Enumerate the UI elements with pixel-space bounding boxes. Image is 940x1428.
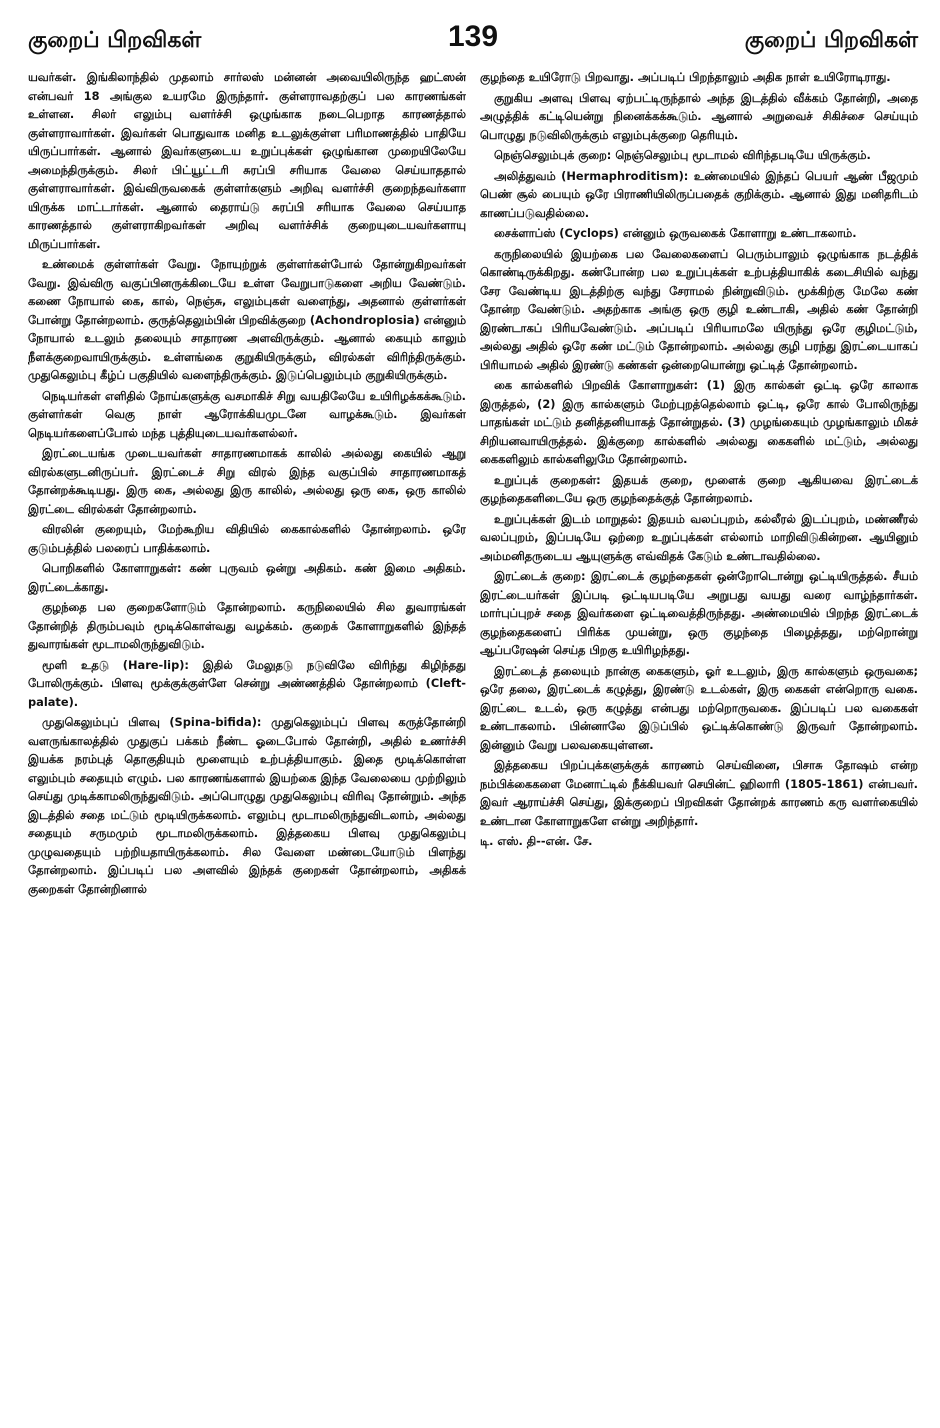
running-title-left: குறைப் பிறவிகள் [28, 28, 202, 53]
left-column [28, 68, 466, 1418]
paragraph: குழந்தை உயிரோடு பிறவாது. அப்படிப் பிறந்தாலும் அதிக நாள் உயிரோடிராது. [480, 70, 891, 84]
paragraph: உண்மைக் குள்ளர்கள் வேறு. நோயுற்றுக் குள்ளர்கள்போல் தோன்றுகிறவர்கள் வேறு. இவ்விரு வகுப்பினருக்கிடையே உள்ள வேறுபாடுகளை அறிய வேண்டும். கணை நோயால் கை, கால், நெஞ்சு, எலும்புகள் வளைந்து, அதனால் குள்ளர்கள் போன்று தோன்றலாம். குருத்தெலும்பின் பிறவிக்குறை (Achondroplosia) என்னும் நோயால் உடலும் தலையும் சாதாரண அளவிருக்கும். ஆனால் கையும் காலும் நீளக்குறைவாயிருக்கும். உள்ளங்கை குறுகியிருக்கும், விரல்கள் விரிந்திருக்கும். முதுகெலும்பு கீழ்ப் பகுதியில் வளைந்திருக்கும். இடுப்பெலும்பும் குறுகியிருக்கும். [28, 257, 466, 382]
paragraph: அலித்துவம் (Hermaphroditism): உண்மையில் இந்தப் பெயர் ஆண் பீஜமும் பெண் சூல் பையும் ஒரே பிராணியிலிருப்பதைக் குறிக்கும். ஆனால் இது மனிதரிடம் காணப்படுவதில்லை. [480, 168, 918, 220]
page-number: 139 [447, 20, 499, 53]
page-header [28, 18, 918, 62]
paragraph: இத்தகைய பிறப்புக்களுக்குக் காரணம் செய்வினை, பிசாசு தோஷம் என்ற நம்பிக்கைகளை மேனாட்டில் நீக்கியவர் செயின்ட் ஹிலாரி (1805-1861) என்பவர். இவர் ஆராய்ச்சி செய்து, இக்குறைப் பிறவிகள் தோன்றக் காரணம் கரு வளர்கையில் உண்டான கோளாறுகளே என்று அறிந்தார். [480, 758, 918, 828]
paragraph: யவர்கள். இங்கிலாந்தில் முதலாம் சார்லஸ் மன்னன் அவையிலிருந்த ஹட்ஸன் என்பவர் 18 அங்குல உயரமே இருந்தார். குள்ளராவதற்குப் பல காரணங்கள் உள்ளன. சிலர் எலும்பு வளர்ச்சி ஒழுங்காக நடைபெறாத காரணத்தால் குள்ளராவார்கள். இவர்கள் பொதுவாக மனித உடலுக்குள்ள பரிமாணத்தில் பாதியே யிருப்பார்கள். ஆனால் இவர்களுடைய உறுப்புக்கள் ஒழுங்கான முறையிலேயே அமைந்திருக்கும். சிலர் பிட்யூட்டரி சுரப்பி சரியாக வேலை செய்யாததால் குள்ளராவார்கள். இவ்விருவகைக் குள்ளர்களும் அறிவு வளர்ச்சி குறைந்தவர்களா யிருக்க மாட்டார்கள். ஆனால் தைராய்டு சுரப்பி சரியாக வேலை செய்யாத காரணத்தால் குள்ளராகிறவர்கள் அறிவு வளர்ச்சிக் குறையுடையவர்களாயு மிருப்பார்கள். [28, 70, 466, 251]
paragraph: குழந்தை பல குறைகளோடும் தோன்றலாம். கருநிலையில் சில துவாரங்கள் தோன்றித் திரும்பவும் மூடிக்கொள்வது வழக்கம். குறைக் கோளாறுகளில் இந்தத் துவாரங்கள் மூடாமலிருந்துவிடும். [28, 600, 466, 651]
paragraph: இரட்டைத் தலையும் நான்கு கைகளும், ஓர் உடலும், இரு கால்களும் ஒருவகை; ஒரே தலை, இரட்டைக் கழுத்து, இரண்டு உடல்கள், இரு கைகள் என்றொரு வகை. இரட்டை உடல், ஒரு கழுத்து என்பது மற்றொருவகை. இப்படிப் பல வகைகள் உண்டாகலாம். பின்னாலே இடுப்பில் ஒட்டிக்கொண்டு இருவர் தோன்றலாம். இன்னும் வேறு பலவகையுள்ளன. [480, 663, 918, 752]
paragraph: இரட்டையங்க முடையவர்கள் சாதாரணமாகக் காலில் அல்லது கையில் ஆறு விரல்களுடனிருப்பர். இரட்டைச் சிறு விரல் இந்த வகுப்பில் சாதாரணமாகத் தோன்றக்கூடியது. இரு கை, அல்லது இரு காலில், அல்லது ஒரு கை, ஒரு காலில் இரட்டை விரல்கள் தோன்றலாம். [28, 446, 466, 516]
paragraph: உறுப்புக்கள் இடம் மாறுதல்: இதயம் வலப்புறம், கல்லீரல் இடப்புறம், மண்ணீரல் வலப்புறம், இப்படியே ஒற்றை உறுப்புக்கள் எல்லாம் மாறிவிடுகின்றன. ஆயினும் அம்மனிதருடைய ஆயுளுக்கு எவ்விதக் கேடும் உண்டாவதில்லை. [480, 511, 918, 563]
paragraph: கருநிலையில் இயற்கை பல வேலைகளைப் பெரும்பாலும் ஒழுங்காக நடத்திக் கொண்டிருக்கிறது. கண்போன்ற பல உறுப்புக்கள் உற்பத்தியாகிக் கடைசியில் வந்து சேர வேண்டிய இடத்திற்கு வந்து சேராமல் நின்றுவிடும். மூக்கிற்கு மேலே கண் தோன்ற வேண்டும். அதற்காக அங்கு ஒரு குழி உண்டாகி, அதில் கண் தோன்றி இரண்டாகப் பிரியவேண்டும். அப்படிப் பிரியாமலே யிருந்து ஒரே குழிமட்டும், அல்லது அதில் ஒரே கண் மட்டும் தோன்றலாம். அல்லது குழி பரந்து இரட்டையாகப் பிரியாமல் அதில் இரண்டு கண்கள் ஒன்றையொன்று ஒட்டித் தோன்றலாம். [480, 246, 918, 372]
paragraph: நெஞ்செலும்புக் குறை: நெஞ்செலும்பு மூடாமல் விரிந்தபடியே யிருக்கும். [494, 148, 871, 162]
paragraph: குறுகிய அளவு பிளவு ஏற்பட்டிருந்தால் அந்த இடத்தில் வீக்கம் தோன்றி, அதை அழுத்திக் கட்டியென்று நினைக்கக்கூடும். ஆனால் அறுவைச் சிகிச்சை செய்யும் பொழுது நடுவிலிருக்கும் எலும்புக்குறை தெரியும். [480, 90, 918, 142]
paragraph: மூளி உதடு (Hare-lip): இதில் மேலுதடு நடுவிலே விரிந்து கிழிந்தது போலிருக்கும். பிளவு மூக்குக்குள்ளே சென்று அண்ணத்தில் தோன்றலாம் (Cleft-palate). [28, 657, 466, 709]
right-column [480, 68, 918, 1418]
paragraph: முதுகெலும்புப் பிளவு (Spina-bifida): முதுகெலும்புப் பிளவு கருத்தோன்றி வளருங்காலத்தில் முதுகுப் பக்கம் நீண்ட ஓடைபோல் தோன்றி, அதில் உணர்ச்சி இயக்க நரம்புத் தொகுதியும் மூளையும் உற்பத்தியாகும். இதை மூடிக்கொள்ள எலும்பும் சதையும் எழும். பல காரணங்களால் இயற்கை இந்த வேலையை முற்றிலும் செய்து முடிக்காமலிருந்துவிடும். அப்பொழுது முதுகெலும்பு விரிவு தோன்றும். அந்த இடத்தில் சதை மட்டும் மூடியிருக்கலாம். எலும்பு மூடாமலிருந்துவிடலாம், அல்லது சதையும் சருமமும் மூடாமலிருக்கலாம். இத்தகைய பிளவு முதுகெலும்பு முழுவதையும் பற்றியதாயிருக்கலாம். சில வேளை மண்டையோடும் பிளந்து தோன்றலாம். இப்படிப் பல அளவில் இந்தக் குறைகள் தோன்றலாம், அதிகக் குறைகள் தோன்றினால் [28, 715, 466, 896]
paragraph: விரலின் குறையும், மேற்கூறிய விதியில் கைகால்களில் தோன்றலாம். ஒரே குடும்பத்தில் பலரைப் பாதிக்கலாம். [28, 522, 466, 555]
text-columns [28, 68, 918, 1418]
paragraph: இரட்டைக் குறை: இரட்டைக் குழந்தைகள் ஒன்றோடொன்று ஒட்டியிருத்தல். சீயம் இரட்டையர்கள் இப்படி ஒட்டியபடியே அறுபது வயது வரை வாழ்ந்தார்கள். மார்புப்புறச் சதை இவர்களை ஒட்டிவைத்திருந்தது. அண்மையில் பிறந்த இரட்டைக் குழந்தைகளைப் பிரிக்க முயன்று, ஒரு குழந்தை பிழைத்தது, மற்றொன்று ஆப்பரேஷன் செய்த பிறகு உயிரிழந்தது. [480, 569, 918, 657]
paragraph: நெடியர்கள் எளிதில் நோய்களுக்கு வசமாகிச் சிறு வயதிலேயே உயிரிழக்கக்கூடும். குள்ளர்கள் வெகு நாள் ஆரோக்கியமுடனே வாழக்கூடும். இவர்கள் நெடியர்களைப்போல் மந்த புத்தியுடையவர்களல்லர். [28, 388, 466, 440]
paragraph: கை கால்களில் பிறவிக் கோளாறுகள்: (1) இரு கால்கள் ஒட்டி ஒரே காலாக இருத்தல், (2) இரு கால்களும் மேற்புறத்தெல்லாம் ஒட்டி, ஒரே கால் போலிருந்து பாதங்கள் மட்டும் தனித்தனியாகத் தோன்றுதல். (3) முழங்கையும் முழங்காலும் மிகச் சிறியனவாயிருத்தல். இக்குறை கால்களில் அல்லது கைகளில் மட்டும், அல்லது கைகளிலும் கால்களிலுமே தோன்றலாம். [480, 378, 918, 466]
paragraph: பொறிகளில் கோளாறுகள்: கண் புருவம் ஒன்று அதிகம். கண் இமை அதிகம். இரட்டைக்காது. [28, 561, 466, 594]
running-title-right: குறைப் பிறவிகள் [744, 28, 918, 53]
paragraph: உறுப்புக் குறைகள்: இதயக் குறை, மூளைக் குறை ஆகியவை இரட்டைக் குழந்தைகளிடையே ஒரு குழந்தைக்குத் தோன்றலாம். [480, 472, 918, 505]
author-signature: டி. எஸ். தி--என். சே. [480, 834, 593, 848]
paragraph: சைக்ளாப்ஸ் (Cyclops) என்னும் ஒருவகைக் கோளாறு உண்டாகலாம். [494, 226, 857, 240]
